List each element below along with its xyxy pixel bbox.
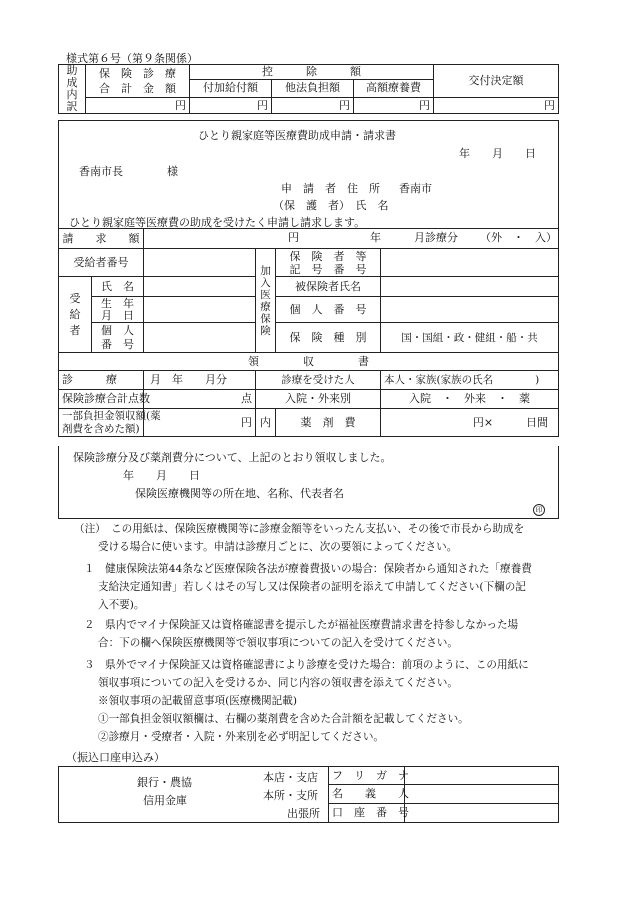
branch-type-line3[interactable]: 出張所 [287,807,320,820]
insurer-symbol-label-1: 保 険 者 等 [289,249,367,263]
col-high-cost: 高額療養費 [354,79,434,97]
col-additional-benefit: 付加給付額 [190,79,272,97]
decision-amount[interactable]: 円 [434,98,559,114]
insured-name-label: 被保険者氏名 [276,277,381,297]
note-6: ②診療月・受療者・入院・外来別を必ず明記してください。 [98,731,385,743]
receipt-inout-label: 入院・外来別 [256,390,381,409]
receipt-statement-box [58,446,559,519]
form-title: ひとり親家庭等医療費助成申請・請求書 [198,129,396,142]
receipt-inout-value[interactable]: 入院 ・ 外来 ・ 薬 [381,390,559,409]
bank-heading: （振込口座申込み） [66,751,165,764]
note-5: ①一部負担金領収額欄は、右欄の薬剤費を含めた合計額を記載してください。 [98,713,469,725]
account-number-label: 口 座 番 号 [329,803,405,822]
recipient-name-label: 氏 名 [92,277,144,297]
recipient-number-label: 受給者番号 [59,249,144,277]
account-holder-label: 名 義 人 [329,785,405,803]
form-number: 様式第６号（第９条関係） [66,52,198,65]
birth-label-1: 生 年 [101,296,134,310]
inner-label: 内 [256,409,276,437]
insurance-total-line1: 保 険 診 療 [99,67,176,80]
receipt-points-label: 保険診療合計点数 [59,390,144,409]
furigana-label: フ リ ガ ナ [329,767,405,785]
note-2b: 合：下の欄へ保険医療機関等で領収事項についての記入を受けてください。 [98,637,458,649]
claim-yen: 円 [288,231,299,244]
applicant-address-value[interactable]: 香南市 [399,182,432,195]
note-1c: 入不要)。 [98,599,145,611]
breakdown-label: 助成内訳 [59,65,86,114]
insured-personal-number-label: 個 人 番 号 [276,297,381,323]
main-table [58,228,559,437]
additional-benefit-amount[interactable]: 円 [190,98,272,114]
branch-type-line1[interactable]: 本店・支店 [263,771,318,784]
application-box [58,120,559,229]
note-4: ※領収事項の記載留意事項(医療機関記載) [98,695,297,707]
branch-type-line2[interactable]: 本所・支所 [263,789,318,802]
claim-label: 請 求 額 [59,229,144,249]
insurer-symbol-label-2: 記 号 番 号 [289,262,367,276]
receipt-statement: 保険診療分及び薬剤費分について、上記のとおり領収しました。 [73,451,392,464]
insurance-total-line2: 合 計 金 額 [99,82,176,95]
receipt-patient-value[interactable]: 本人・家族(家族の氏名 ) [381,371,559,390]
account-holder-field[interactable] [405,785,559,803]
insurance-side-label: 加入医療保険 [260,264,271,337]
personal-label-2: 番 号 [101,337,134,351]
birth-label-2: 月 日 [101,308,134,322]
note-3a: ３ 県外でマイナ保険証又は資格確認書により診療を受けた場合：前項のように、この用紙に [84,659,529,671]
insurance-type-label: 保 険 種 別 [276,323,381,353]
decision-header: 交付決定額 [434,65,559,98]
other-law-amount[interactable]: 円 [272,98,354,114]
claim-month[interactable]: 年 月診療分 [370,231,458,244]
insured-personal-number-field[interactable] [381,297,559,323]
receipt-patient-label: 診療を受けた人 [256,371,381,390]
note-2a: ２ 県内でマイナ保険証又は資格確認書を提示したが福祉医療費請求書を持参しなかった場 [84,619,519,631]
recipient-side-label: 受給者 [59,277,92,353]
receipt-month-label: 診 療 月 [59,371,144,390]
insurance-total-amount[interactable]: 円 [86,98,190,114]
account-number-field[interactable] [405,803,559,822]
receipt-date[interactable]: 年 月 日 [123,469,200,482]
receipt-month-value[interactable]: 年 月分 [144,371,256,390]
col-other-law: 他法負担額 [272,79,354,97]
receipt-heading: 領 収 書 [59,353,559,371]
application-date[interactable]: 年 月 日 [459,147,536,160]
high-cost-amount[interactable]: 円 [354,98,434,114]
note-intro-a: （注） この用紙は、保険医療機関等に診療金額等をいったん支払い、その後で市長から助成を [74,523,525,535]
bank-type-line2[interactable]: 信用金庫 [143,794,187,807]
recipient-personal-number-field[interactable] [144,323,256,353]
recipient-name-field[interactable] [144,277,256,297]
bank-table [58,766,559,823]
note-3b: 領収事項についての記入を受けるか、同じ内容の領収書を添えてください。 [98,677,458,689]
insurance-type-options[interactable]: 国・国組・政・健組・船・共 [381,323,559,353]
drug-cost-value[interactable]: 円× 日間 [381,409,559,437]
recipient-number-field[interactable] [144,249,256,277]
addressee: 香南市長 様 [79,165,178,178]
drug-cost-label: 薬 剤 費 [276,409,381,437]
applicant-address-label: 申 請 者 住 所 [281,182,380,195]
copay-label-1: 一部負担金領収額(薬 [62,409,161,422]
request-text: ひとり親家庭等医療費の助成を受けたく申請し請求します。 [69,216,366,229]
insurer-symbol-field[interactable] [381,249,559,277]
breakdown-table [58,64,559,114]
birth-field[interactable] [144,297,256,323]
institution-label: 保険医療機関等の所在地、名称、代表者名 [135,487,344,500]
receipt-points-unit[interactable]: 点 [144,390,256,409]
note-1a: １ 健康保険法第44条など医療保険各法が療養費扱いの場合：保険者から通知された「療養費 [84,563,532,575]
guardian-name-label: （保 護 者） 氏 名 [273,199,389,212]
deduction-header: 控 除 額 [190,65,434,80]
seal-mark: 印 [533,504,545,516]
copay-label-2: 剤費を含めた額) [62,422,140,435]
furigana-field[interactable] [405,767,559,785]
note-intro-b: 受ける場合に使います。申請は診療月ごとに、次の要領によってください。 [98,541,458,553]
copay-amount[interactable]: 円 [144,409,256,437]
insured-name-field[interactable] [381,277,559,297]
note-1b: 支給決定通知書」若しくはその写し又は保険者の証明を添えて申請してください(下欄の記 [98,581,526,593]
bank-type-line1[interactable]: 銀行・農協 [137,776,192,789]
personal-label-1: 個 人 [101,323,134,337]
claim-inout[interactable]: （外 ・ 入） [480,231,557,244]
